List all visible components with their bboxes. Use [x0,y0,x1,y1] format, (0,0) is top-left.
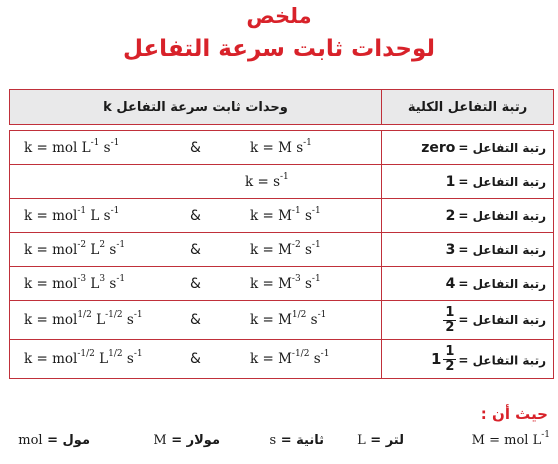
table-row [10,340,554,379]
units-legend [2,431,550,453]
legend-second: ثانية = s [269,433,324,448]
legend-liter: لتر = L [357,433,404,448]
units-cell: k = mol $L^{-1}$ $s^{-1}$ & k = M $s^{-1}$ [10,131,382,165]
fraction: $\frac{1}{2}$ [445,343,455,374]
header-order: رتبة التفاعل الكلية [382,90,554,125]
legend-molar-def: M = mol $L^{-1}$ [471,430,550,448]
table-row [10,165,554,199]
header-units: وحدات ثابت سرعة التفاعل k [10,90,382,125]
units-cell: $k = s^{-1}$ [10,165,382,199]
order-cell: رتبة التفاعل = 1 $\frac{1}{2}$ [382,340,554,379]
order-cell: رتبة التفاعل =zero [382,131,554,165]
order-cell: رتبة التفاعل =2 [382,199,554,233]
table-header [10,90,554,125]
table-row [10,199,554,233]
units-cell: k = mol$^{1/2}$ $L^{-1/2}$ $s^{-1}$ & $k = M^{1/2}$ $s^{-1}$ [10,301,382,340]
order-cell: رتبة التفاعل = $\frac{1}{2}$ [382,301,554,340]
table-row [10,301,554,340]
where-label: حيث أن : [480,405,548,423]
table-row [10,131,554,165]
units-cell: k = mol$^{-1/2}$ $L^{1/2}$ $s^{-1}$ & $k = M^{-1/2}$ $s^{-1}$ [10,340,382,379]
table-row [10,233,554,267]
legend-molar: مولار = M [153,433,220,448]
legend-mol: مول = mol [18,433,90,448]
title-rate-constant-units: لوحدات ثابت سرعة التفاعل [122,36,436,62]
units-cell: k = mol$^{-3}$ $L^3$ $s^{-1}$ & $k = M^{-3}$ $s^{-1}$ [10,267,382,301]
table-row [10,267,554,301]
order-cell: رتبة التفاعل =3 [382,233,554,267]
order-cell: رتبة التفاعل =4 [382,267,554,301]
units-cell: k = mol$^{-2}$ $L^2$ $s^{-1}$ & $k = M^{-2}$ $s^{-1}$ [10,233,382,267]
units-table [9,89,554,379]
title-summary: ملخص [246,4,312,28]
fraction: $\frac{1}{2}$ [445,304,455,335]
order-cell: رتبة التفاعل =1 [382,165,554,199]
units-cell: k = mol$^{-1}$ L $s^{-1}$ & $k = M^{-1}$ $s^{-1}$ [10,199,382,233]
